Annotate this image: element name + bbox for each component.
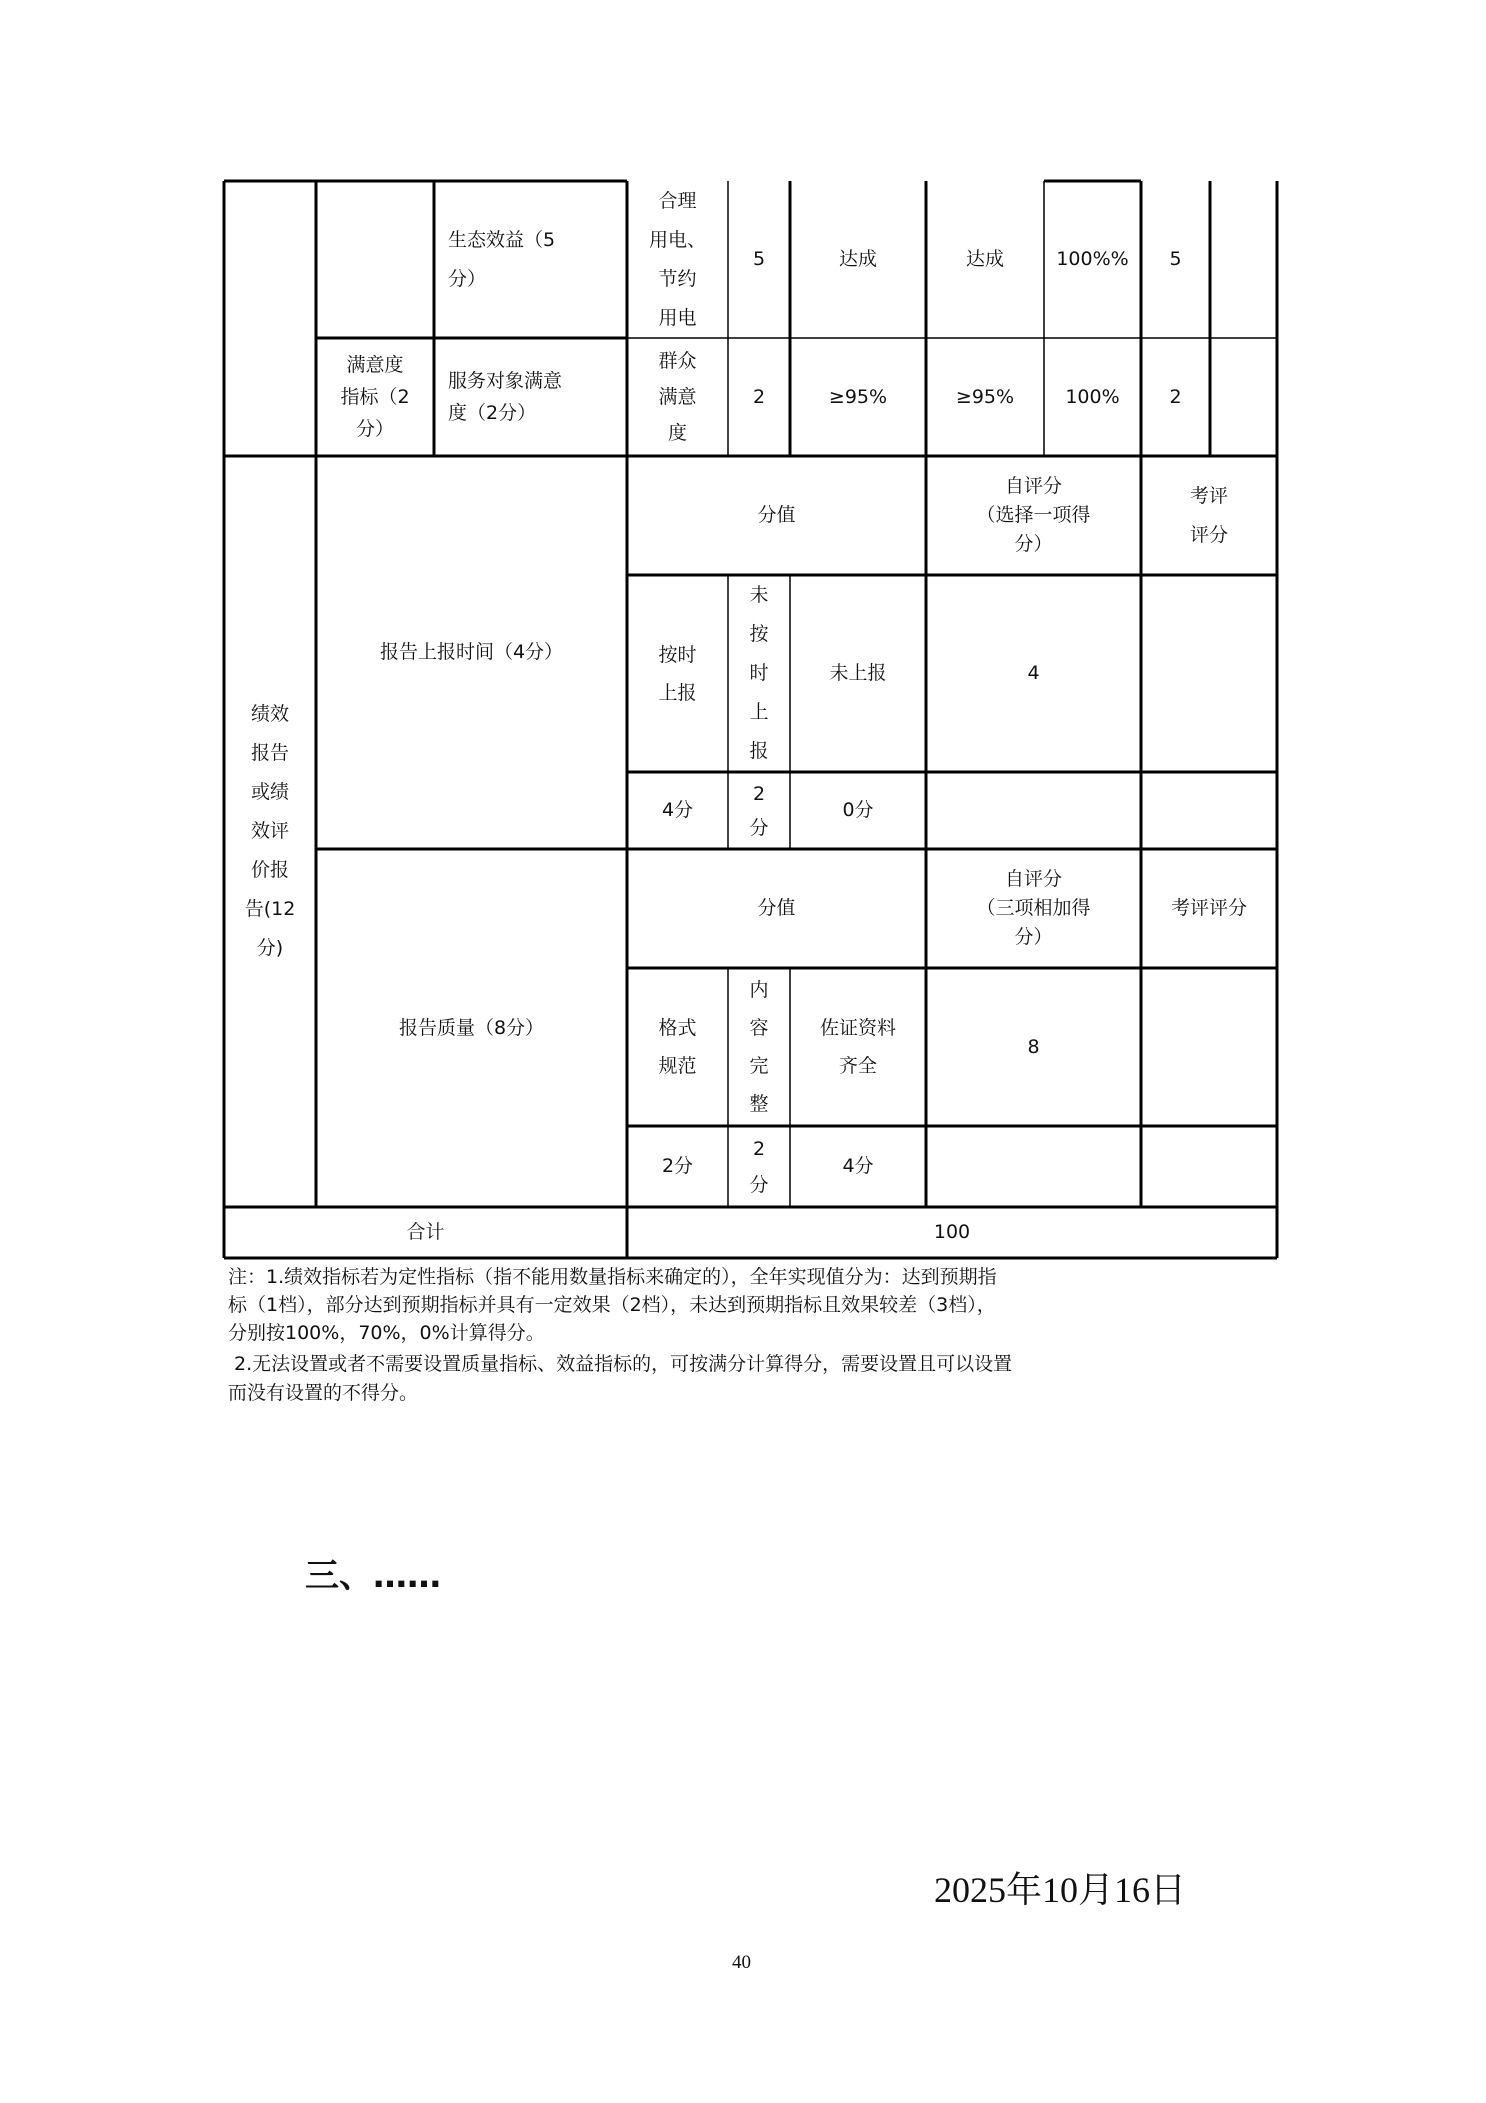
category-satisfaction bbox=[316, 338, 434, 456]
quality-points-content-text: 2 分 bbox=[749, 1137, 769, 1196]
report-section-label-text: 绩效 报告 或绩 效评 价报 告(12 分) bbox=[244, 703, 296, 959]
timing-option-late bbox=[728, 575, 790, 772]
quality-review-header-text: 考评评分 bbox=[1170, 897, 1247, 919]
quality-label bbox=[316, 849, 627, 1207]
timing-option-late-text: 未 按 时 上 报 bbox=[749, 584, 769, 762]
note-line-3: 分别按100%，70%，0%计算得分。 bbox=[228, 1322, 545, 1344]
rate-satisfaction-text: 100% bbox=[1065, 385, 1120, 408]
actual-satisfaction bbox=[926, 338, 1044, 456]
score-satisfaction bbox=[1141, 338, 1210, 456]
quality-option-evidence-text: 佐证资料 齐全 bbox=[819, 1017, 896, 1077]
target-satisfaction-text: ≥95% bbox=[828, 385, 888, 408]
review-satisfaction bbox=[1210, 338, 1277, 456]
indicator-satisfaction bbox=[434, 338, 627, 456]
quality-points-content bbox=[728, 1126, 790, 1207]
total-label bbox=[224, 1207, 627, 1258]
target-ecology bbox=[790, 181, 926, 338]
indicator-satisfaction-text: 服务对象满意 度（2分） bbox=[448, 370, 563, 424]
category-satisfaction-text: 满意度 指标（2 分） bbox=[340, 354, 410, 440]
report-section-label bbox=[224, 456, 316, 1207]
actual-satisfaction-text: ≥95% bbox=[955, 385, 1015, 408]
weight-ecology bbox=[728, 181, 790, 338]
quality-option-format-text: 格式 规范 bbox=[658, 1017, 697, 1077]
timing-points-none bbox=[790, 772, 926, 849]
target-satisfaction bbox=[790, 338, 926, 456]
rate-satisfaction bbox=[1044, 338, 1141, 456]
quality-self-score bbox=[926, 968, 1141, 1126]
note-line-4: 2.无法设置或者不需要设置质量指标、效益指标的，可按满分计算得分，需要设置且可以设置 bbox=[228, 1353, 1013, 1375]
indicator-ecology bbox=[434, 181, 627, 338]
quality-value-header-text: 分值 bbox=[757, 897, 796, 919]
timing-value-header bbox=[627, 456, 926, 575]
timing-review-header bbox=[1141, 456, 1277, 575]
rate-ecology bbox=[1044, 181, 1141, 338]
page-number: 40 bbox=[732, 1952, 751, 1973]
total-value bbox=[627, 1207, 1277, 1258]
metric-satisfaction-text: 群众 满意 度 bbox=[658, 350, 697, 444]
metric-satisfaction bbox=[627, 338, 728, 456]
indicator-ecology-text: 生态效益（5 分） bbox=[448, 228, 556, 290]
timing-self-header-text: 自评分 （选择一项得 分） bbox=[976, 475, 1091, 555]
quality-self-score-text: 8 bbox=[1027, 1035, 1040, 1058]
quality-option-format bbox=[627, 968, 728, 1126]
note-line-1: 注：1.绩效指标若为定性指标（指不能用数量指标来确定的），全年实现值分为：达到预期指 bbox=[228, 1266, 997, 1288]
quality-points-format bbox=[627, 1126, 728, 1207]
timing-points-ontime-text: 4分 bbox=[661, 799, 694, 821]
timing-self-score bbox=[926, 575, 1141, 772]
timing-points-none-text: 0分 bbox=[842, 799, 874, 821]
quality-self-header bbox=[926, 849, 1141, 968]
quality-self-header-text: 自评分 （三项相加得 分） bbox=[976, 868, 1091, 948]
quality-points-evidence-text: 4分 bbox=[842, 1155, 874, 1177]
timing-option-ontime bbox=[627, 575, 728, 772]
quality-review-header bbox=[1141, 849, 1277, 968]
review-ecology bbox=[1210, 181, 1277, 338]
quality-review-score bbox=[1141, 968, 1277, 1126]
metric-ecology bbox=[627, 181, 728, 338]
timing-value-header-text: 分值 bbox=[757, 504, 796, 526]
quality-option-content bbox=[728, 968, 790, 1126]
note-line-5: 而没有设置的不得分。 bbox=[228, 1382, 419, 1404]
timing-review-score bbox=[1141, 575, 1277, 772]
timing-option-none-text: 未上报 bbox=[829, 662, 887, 684]
total-value-text: 100 bbox=[933, 1221, 971, 1243]
quality-points-evidence bbox=[790, 1126, 926, 1207]
weight-satisfaction bbox=[728, 338, 790, 456]
weight-ecology-text: 5 bbox=[752, 248, 766, 270]
timing-option-ontime-text: 按时 上报 bbox=[658, 643, 697, 704]
timing-label-text: 报告上报时间（4分） bbox=[379, 641, 564, 663]
timing-self-score-text: 4 bbox=[1027, 662, 1040, 684]
quality-points-format-text: 2分 bbox=[661, 1155, 694, 1177]
score-ecology bbox=[1141, 181, 1210, 338]
note-line-2: 标（1档），部分达到预期指标并具有一定效果（2档），未达到预期指标且效果较差（3档）， bbox=[228, 1294, 996, 1316]
score-ecology-text: 5 bbox=[1169, 248, 1182, 270]
quality-option-content-text: 内 容 完 整 bbox=[749, 979, 769, 1115]
actual-ecology-text: 达成 bbox=[965, 248, 1004, 270]
timing-points-late bbox=[728, 772, 790, 849]
timing-points-late-text: 2 分 bbox=[749, 782, 769, 839]
metric-ecology-text: 合理 用电、 节约 用电 bbox=[648, 189, 706, 329]
total-label-text: 合计 bbox=[406, 1221, 445, 1243]
target-ecology-text: 达成 bbox=[838, 248, 877, 270]
section-heading: 三、…… bbox=[305, 1556, 441, 1596]
quality-value-header bbox=[627, 849, 926, 968]
timing-self-header bbox=[926, 456, 1141, 575]
actual-ecology bbox=[926, 181, 1044, 338]
rate-ecology-text: 100%% bbox=[1056, 248, 1129, 270]
timing-option-none bbox=[790, 575, 926, 772]
weight-satisfaction-text: 2 bbox=[752, 385, 766, 408]
timing-review-header-text: 考评 评分 bbox=[1189, 484, 1228, 546]
quality-option-evidence bbox=[790, 968, 926, 1126]
timing-points-ontime bbox=[627, 772, 728, 849]
score-satisfaction-text: 2 bbox=[1169, 385, 1182, 408]
document-date: 2025年10月16日 bbox=[934, 1870, 1187, 1910]
timing-label bbox=[316, 456, 627, 849]
quality-label-text: 报告质量（8分） bbox=[398, 1016, 545, 1039]
